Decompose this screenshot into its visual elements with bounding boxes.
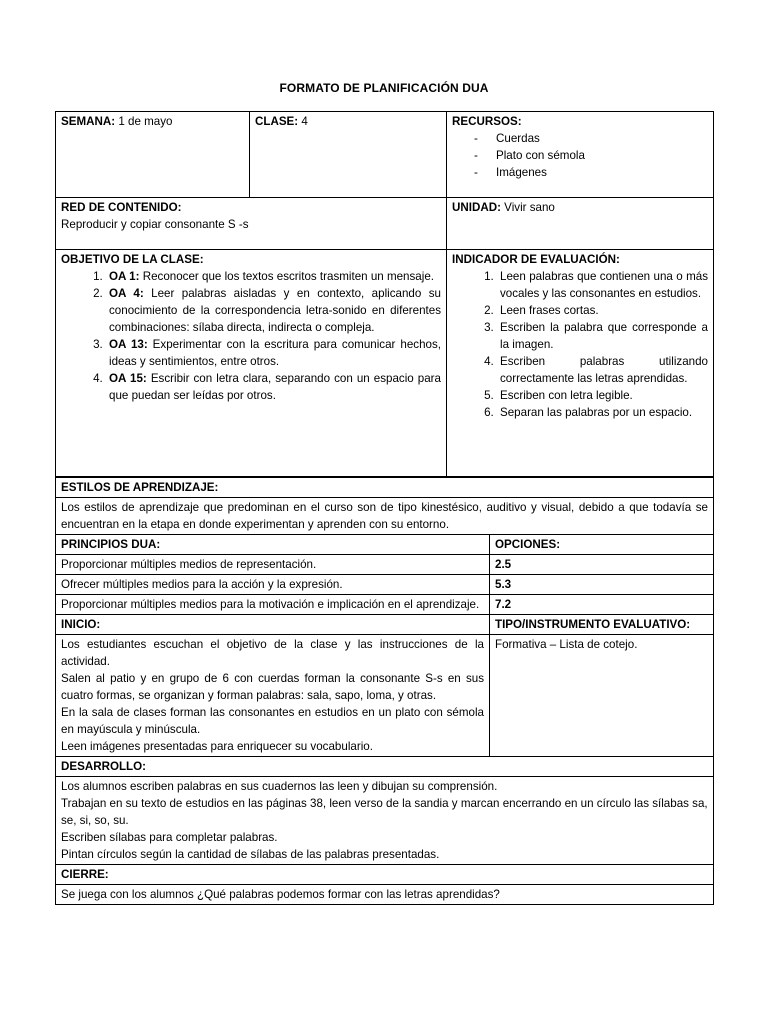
inicio-paragraph: Leen imágenes presentadas para enriquecer su vocabulario. — [61, 740, 373, 753]
indicador-item: 6. Separan las palabras por un espacio. — [497, 404, 708, 421]
recursos-cell — [447, 112, 714, 198]
inicio-paragraph: En la sala de clases forman las consonantes en estudios en un plato con sémola en mayúscula y minúscula. — [61, 706, 484, 736]
inicio-header-cell — [56, 615, 490, 635]
oa-code: OA 15: — [109, 372, 147, 385]
indicador-item: 1. Leen palabras que contienen una o más vocales y las consonantes en estudios. — [497, 268, 708, 302]
tipo-label: TIPO/INSTRUMENTO EVALUATIVO: — [495, 618, 691, 631]
opcion-cell — [490, 555, 714, 575]
clase-label: CLASE: — [255, 115, 299, 128]
estilos-text: Los estilos de aprendizaje que predominan en el curso son de tipo kinestésico, auditivo y visual, debido a que todavía se encuentran en la etapa en donde experimentan y aprenden con su entorno. — [56, 498, 714, 535]
recurso-item: - Imágenes — [474, 164, 708, 181]
oa-code: OA 13: — [109, 338, 148, 351]
indicador-item: 3. Escriben la palabra que corresponde a la imagen. — [497, 319, 708, 353]
indicador-item: 2. Leen frases cortas. — [497, 302, 708, 319]
opcion-value: 2.5 — [495, 558, 512, 571]
red-contenido-cell — [56, 198, 447, 250]
desarrollo-paragraph: Pintan círculos según la cantidad de sílabas de las palabras presentadas. — [61, 848, 440, 861]
objetivo-item — [106, 370, 441, 404]
opcion-cell — [490, 595, 714, 615]
principios-header-cell — [56, 535, 490, 555]
unidad-value: Vivir sano — [500, 201, 555, 214]
inicio-paragraph: Salen al patio y en grupo de 6 con cuerdas forman la consonante S-s en sus cuatro formas, se organizan y forman palabras: sala, sapo, loma, y otras. — [61, 672, 484, 702]
oa-text: Escribir con letra clara, separando con un espacio para que puedan ser leídas por otros. — [109, 372, 441, 402]
oa-code: OA 4: — [109, 287, 144, 300]
red-contenido-value: Reproducir y copiar consonante S -s — [61, 218, 249, 231]
objetivo-item — [106, 268, 441, 285]
inicio-content — [56, 635, 490, 757]
estilos-header-cell — [56, 478, 714, 498]
oa-text: Reconocer que los textos escritos trasmiten un mensaje. — [139, 270, 434, 283]
objetivo-item — [106, 336, 441, 370]
recursos-list — [452, 130, 708, 181]
oa-text: Experimentar con la escritura para comunicar hechos, ideas y sentimientos, entre otros. — [109, 338, 441, 368]
desarrollo-paragraph: Los alumnos escriben palabras en sus cuadernos las leen y dibujan su comprensión. — [61, 780, 498, 793]
cierre-label: CIERRE: — [61, 868, 109, 881]
principio-text: Ofrecer múltiples medios para la acción y la expresión. — [56, 575, 490, 595]
clase-value: 4 — [298, 115, 308, 128]
opciones-header-cell — [490, 535, 714, 555]
semana-label: SEMANA: — [61, 115, 116, 128]
recurso-item: - Cuerdas — [474, 130, 708, 147]
desarrollo-header-cell — [56, 757, 714, 777]
opcion-value: 7.2 — [495, 598, 512, 611]
document-title: FORMATO DE PLANIFICACIÓN DUA — [279, 81, 489, 95]
objetivo-cell — [56, 250, 447, 477]
principio-text: Proporcionar múltiples medios de representación. — [56, 555, 490, 575]
recursos-label: RECURSOS: — [452, 115, 522, 128]
objetivo-list — [61, 268, 441, 404]
cierre-header-cell — [56, 865, 714, 885]
inicio-label: INICIO: — [61, 618, 101, 631]
indicador-label: INDICADOR DE EVALUACIÓN: — [452, 253, 620, 266]
semana-value: 1 de mayo — [115, 115, 173, 128]
opciones-label: OPCIONES: — [495, 538, 561, 551]
oa-code: OA 1: — [109, 270, 140, 283]
unidad-label: UNIDAD: — [452, 201, 501, 214]
opcion-value: 5.3 — [495, 578, 512, 591]
red-contenido-label: RED DE CONTENIDO: — [61, 201, 182, 214]
principios-label: PRINCIPIOS DUA: — [61, 538, 161, 551]
planning-detail-table — [55, 477, 714, 905]
indicador-item: 4. Escriben palabras utilizando correctamente las letras aprendidas. — [497, 353, 708, 387]
semana-cell — [56, 112, 250, 198]
desarrollo-label: DESARROLLO: — [61, 760, 147, 773]
principio-text: Proporcionar múltiples medios para la motivación e implicación en el aprendizaje. — [56, 595, 490, 615]
indicador-cell — [447, 250, 714, 477]
objetivo-item — [106, 285, 441, 336]
clase-cell — [250, 112, 447, 198]
indicador-list — [452, 268, 708, 421]
cierre-text: Se juega con los alumnos ¿Qué palabras podemos formar con las letras aprendidas? — [56, 885, 714, 905]
tipo-value: Formativa – Lista de cotejo. — [490, 635, 714, 757]
recurso-item: - Plato con sémola — [474, 147, 708, 164]
inicio-paragraph: Los estudiantes escuchan el objetivo de la clase y las instrucciones de la actividad. — [61, 638, 484, 668]
indicador-item: 5. Escriben con letra legible. — [497, 387, 708, 404]
planning-header-table — [55, 111, 714, 477]
objetivo-label: OBJETIVO DE LA CLASE: — [61, 253, 204, 266]
desarrollo-paragraph: Trabajan en su texto de estudios en las páginas 38, leen verso de la sandia y marcan encerrando en un círculo las sílabas sa, se, si, so, su. — [61, 797, 708, 827]
estilos-label: ESTILOS DE APRENDIZAJE: — [61, 481, 219, 494]
desarrollo-content — [56, 777, 714, 865]
opcion-cell — [490, 575, 714, 595]
tipo-header-cell — [490, 615, 714, 635]
unidad-cell — [447, 198, 714, 250]
desarrollo-paragraph: Escriben sílabas para completar palabras. — [61, 831, 278, 844]
oa-text: Leer palabras aisladas y en contexto, aplicando su conocimiento de la correspondencia letra-sonido en diferentes combinaciones: sílaba directa, indirecta o compleja. — [109, 287, 441, 334]
